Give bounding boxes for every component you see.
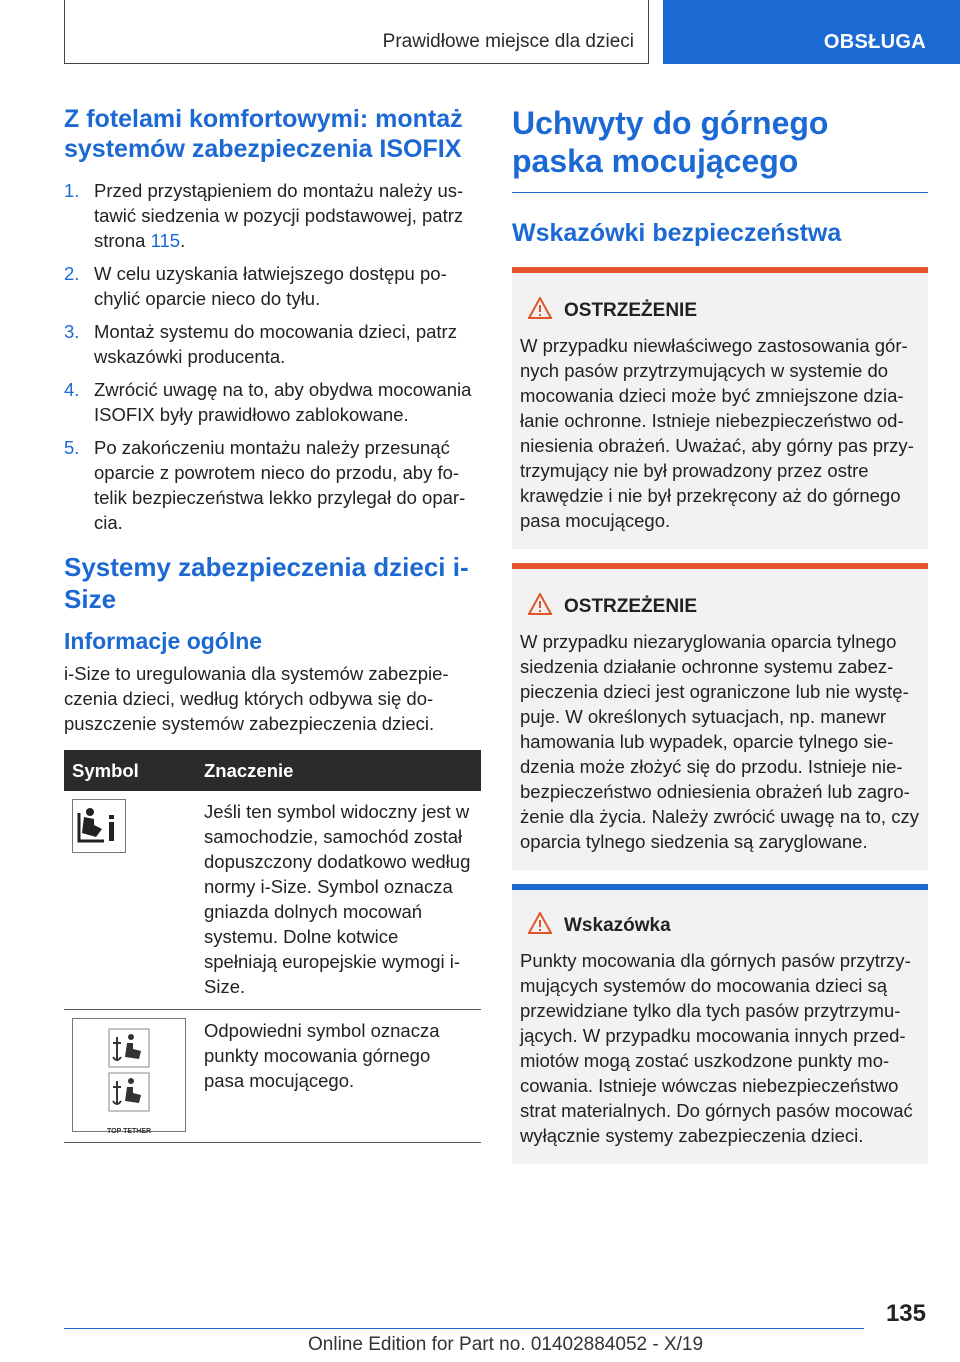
step-text: W celu uzyskania łatwiejszego dostępu pochylić oparcie nieco do tyłu. (94, 263, 447, 309)
symbol-table (64, 750, 481, 1143)
table-header-meaning: Znaczenie (196, 750, 481, 791)
page-number: 135 (885, 1300, 926, 1327)
step-item (64, 377, 481, 427)
warning-text: W przypadku niezaryglowania oparcia tylnego siedzenia działanie ochronne systemu zabezpieczenia dzieci jest ograniczone lub nie występuje. W określonych sytuacjach, np. manewr hamowania lub wypadek, oparcie tylnego siedzenia może złożyć się do przodu. Istnieje niebezpieczeństwo odniesienia obrażeń lub zagrożenie dla życia. Należy zwrócić uwagę na to, czy oparcia tylnego siedzenia są zaryglowane. (520, 631, 919, 852)
warning-box (512, 267, 928, 549)
step-number: 3. (64, 321, 80, 342)
header-section-title: Prawidłowe miejsce dla dzieci (382, 31, 634, 52)
left-column (64, 104, 481, 1143)
isofix-steps (64, 178, 481, 535)
note-text: Punkty mocowania dla górnych pasów przytrzymujących systemów do mocowania dzieci są przewidziane tylko dla tych pasów przytrzymujących. W przypadku mocowania innych przedmiotów mogą zostać uszkodzone punkty mocowania. Istnieje wówczas niebezpieczeństwo strat materialnych. Do górnych pasów mocować wyłącznie systemy zabezpieczenia dzieci. (520, 950, 913, 1146)
step-text: Montaż systemu do mocowania dzieci, patrz wskazówki producenta. (94, 321, 457, 367)
warning-triangle-icon (528, 297, 552, 325)
step-item (64, 261, 481, 311)
step-number: 4. (64, 379, 80, 400)
step-number: 5. (64, 437, 80, 458)
top-tether-label: TOP TETHER (107, 1128, 152, 1135)
header-section-box (64, 0, 649, 64)
note-triangle-icon (528, 912, 552, 940)
right-column (512, 104, 928, 1164)
step-number: 2. (64, 263, 80, 284)
table-header-symbol: Symbol (64, 750, 196, 791)
isize-heading: Systemy zabezpieczenia dzieci i-Size (64, 552, 469, 614)
step-number: 1. (64, 180, 80, 201)
step-item (64, 435, 481, 535)
warning-text: W przypadku niewłaściwego zastosowania górnych pasów przytrzymujących w systemie do mocowania dzieci może być zmniejszone działanie ochronne. Istnieje niebezpieczeństwo odniesienia obrażeń. Uważać, aby górny pas przytrzymujący nie był prowadzony przez ostre krawędzie i nie był przekręcony aż do górnego pasa mocującego. (520, 335, 914, 531)
table-row (64, 1010, 481, 1143)
header-chapter-title: OBSŁUGA (823, 31, 926, 53)
page-link[interactable]: 115 (150, 230, 181, 251)
note-box (512, 884, 928, 1164)
warning-triangle-icon (528, 593, 552, 621)
note-title: Wskazówka (564, 915, 671, 936)
step-item (64, 178, 481, 253)
step-text-end: . (180, 230, 186, 251)
heading-divider (512, 192, 928, 193)
header-chapter-tab[interactable] (663, 0, 960, 64)
symbol-cell (64, 791, 196, 1010)
step-text: Przed przystąpieniem do montażu należy ustawić siedzenia w pozycji podstawowej, patrz strona (94, 180, 464, 251)
note-title-row (528, 912, 920, 940)
edition-footer: Online Edition for Part no. 01402884052 - X/19 (308, 1334, 704, 1355)
meaning-cell: Odpowiedni symbol oznacza punkty mocowania górnego pasa mocującego. (196, 1010, 481, 1143)
isize-intro: i-Size to uregulowania dla systemów zabezpieczenia dzieci, według których odbywa się dopuszczenie systemów zabezpieczenia dzieci. (64, 663, 449, 734)
warning-title: OSTRZEŻENIE (564, 300, 698, 321)
footer-divider (64, 1328, 864, 1329)
warning-title-row (528, 593, 920, 621)
step-text: Po zakończeniu montażu należy przesunąć oparcie z powrotem nieco do przodu, aby fotelik bezpieczeństwa lekko przylegał do oparcia. (94, 437, 466, 533)
tether-heading: Uchwyty do górnego paska mocującego (512, 105, 829, 179)
top-tether-anchor-icon (72, 1018, 186, 1135)
warning-title-row (528, 297, 920, 325)
general-info-heading: Informacje ogólne (64, 628, 263, 654)
warning-title: OSTRZEŻENIE (564, 596, 698, 617)
isize-child-seat-icon (72, 799, 126, 853)
warning-box (512, 563, 928, 870)
step-text: Zwrócić uwagę na to, aby obydwa mocowania ISOFIX były prawidłowo zablokowane. (94, 379, 472, 425)
safety-heading: Wskazówki bezpieczeństwa (512, 219, 842, 247)
symbol-cell (64, 1010, 196, 1143)
step-item (64, 319, 481, 369)
isofix-heading: Z fotelami komfortowymi: montaż systemów zabezpieczenia ISOFIX (64, 105, 463, 163)
table-row (64, 791, 481, 1010)
meaning-cell: Jeśli ten symbol widoczny jest w samochodzie, samochód został dopuszczony dodatkowo według normy i-Size. Symbol oznacza gniazda dolnych mocowań systemu. Dolne kotwice spełniają europejskie wymogi i-Size. (196, 791, 481, 1010)
